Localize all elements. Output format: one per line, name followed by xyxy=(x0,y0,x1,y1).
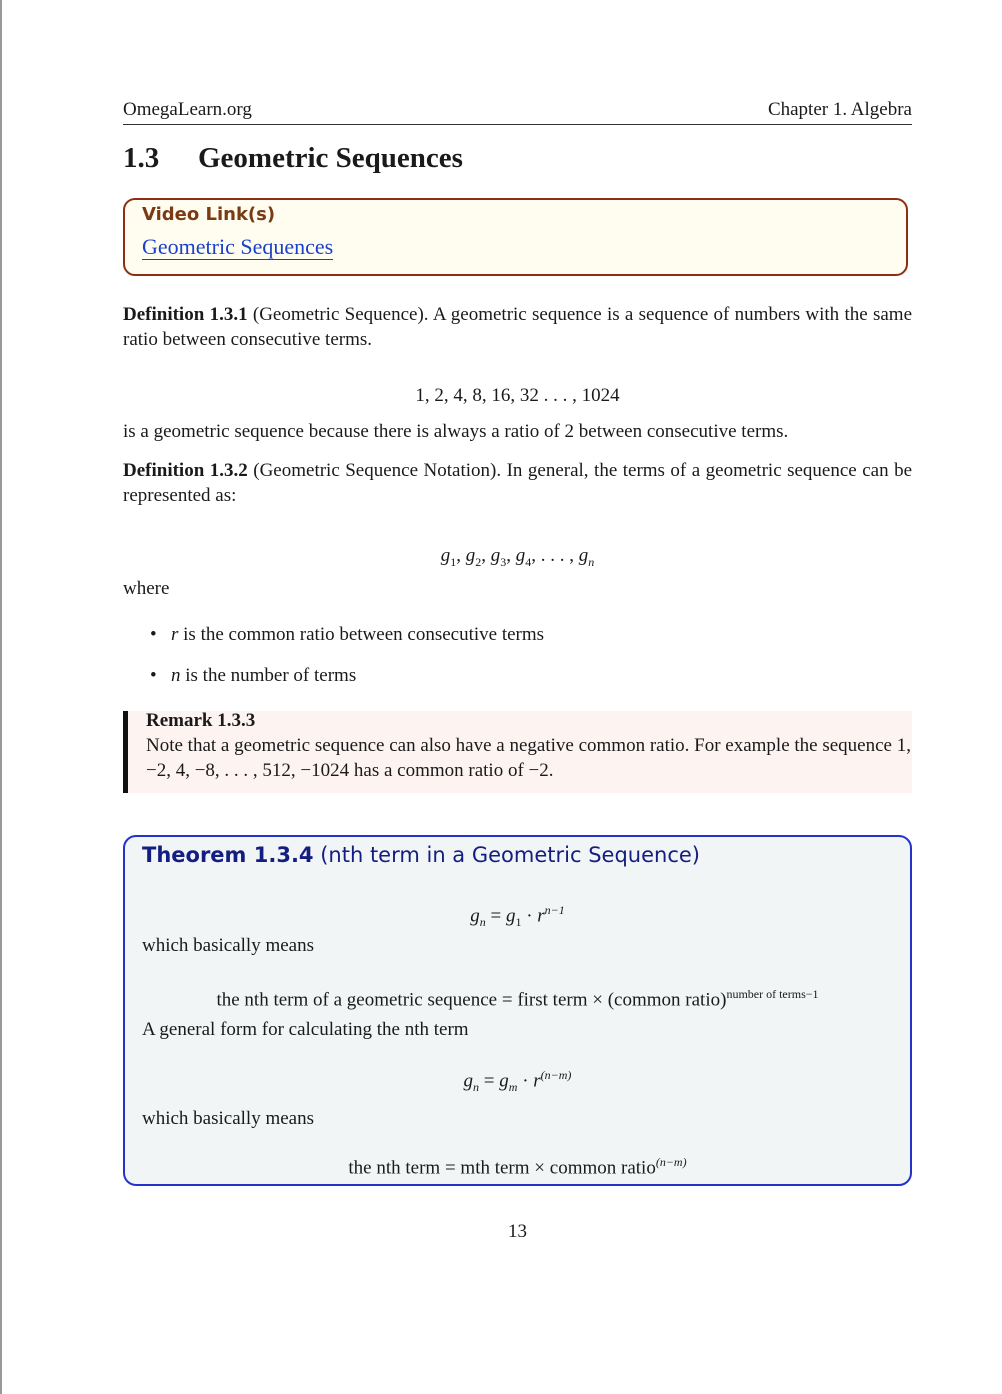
page-number: 13 xyxy=(508,1221,527,1242)
theorem-box xyxy=(123,835,912,1186)
meaning-text-2: which basically means xyxy=(142,1108,315,1129)
nth-term-words: the nth term of a geometric sequence = first term × (common ratio)$^{number of terms-1}$ xyxy=(216,987,819,1011)
list-item: • r is the common ratio between consecutive terms xyxy=(123,622,912,647)
running-header xyxy=(123,98,912,125)
definition-2-text: In general, the terms of a geometric sequence can be represented as: xyxy=(123,460,912,506)
nth-term-formula: $g_n = g_1 \cdot r^{n-1}$ xyxy=(470,903,565,930)
definition-1 xyxy=(123,302,912,352)
remark-text: Note that a geometric sequence can also have a negative common ratio. For example the sequence 1, −2, 4, −8, . . . , 512, −1024 has a common ratio of −2. xyxy=(146,735,911,781)
page-left-edge xyxy=(0,0,2,1394)
section-number: 1.3 xyxy=(123,142,160,174)
header-chapter: Chapter 1. Algebra xyxy=(767,99,912,120)
definition-2-name: (Geometric Sequence Notation). xyxy=(253,460,502,481)
meaning-text-1: which basically means xyxy=(142,935,315,956)
general-terms-formula: $g_1$, $g_2$, $g_3$, $g_4$, . . . , $g_n$ xyxy=(440,545,595,569)
example-sequence: 1, 2, 4, 8, 16, 32 . . . , 1024 xyxy=(415,385,620,406)
video-box-title: Video Link(s) xyxy=(142,204,276,225)
general-form-formula: $g_n = g_m \cdot r^{(n-m)}$ xyxy=(463,1068,572,1095)
video-links-box xyxy=(123,198,908,276)
list-item: • n is the number of terms xyxy=(123,663,912,688)
definition-1-label: Definition 1.3.1 xyxy=(123,304,248,325)
definition-1-text: A geometric sequence is a sequence of numbers with the same ratio between consecutive terms. xyxy=(123,304,913,350)
definition-1-followup: is a geometric sequence because there is always a ratio of 2 between consecutive terms. xyxy=(123,421,789,442)
where-text: where xyxy=(123,578,170,599)
remark-box xyxy=(123,711,912,793)
general-form-text: A general form for calculating the nth term xyxy=(142,1019,469,1040)
header-site: OmegaLearn.org xyxy=(123,99,252,120)
theorem-title: Theorem 1.3.4 (nth term in a Geometric Sequence) xyxy=(142,843,700,867)
definition-2-label: Definition 1.3.2 xyxy=(123,460,248,481)
section-name: Geometric Sequences xyxy=(198,142,463,174)
remark-title: Remark 1.3.3 xyxy=(146,710,256,731)
definition-2 xyxy=(123,458,912,508)
variable-list xyxy=(123,622,912,704)
general-form-words: the nth term = mth term × common ratio$^{(n-m)}$ xyxy=(348,1155,687,1179)
video-link[interactable]: Geometric Sequences xyxy=(142,234,334,259)
definition-1-name: (Geometric Sequence). xyxy=(252,304,429,325)
section-title xyxy=(123,140,463,176)
